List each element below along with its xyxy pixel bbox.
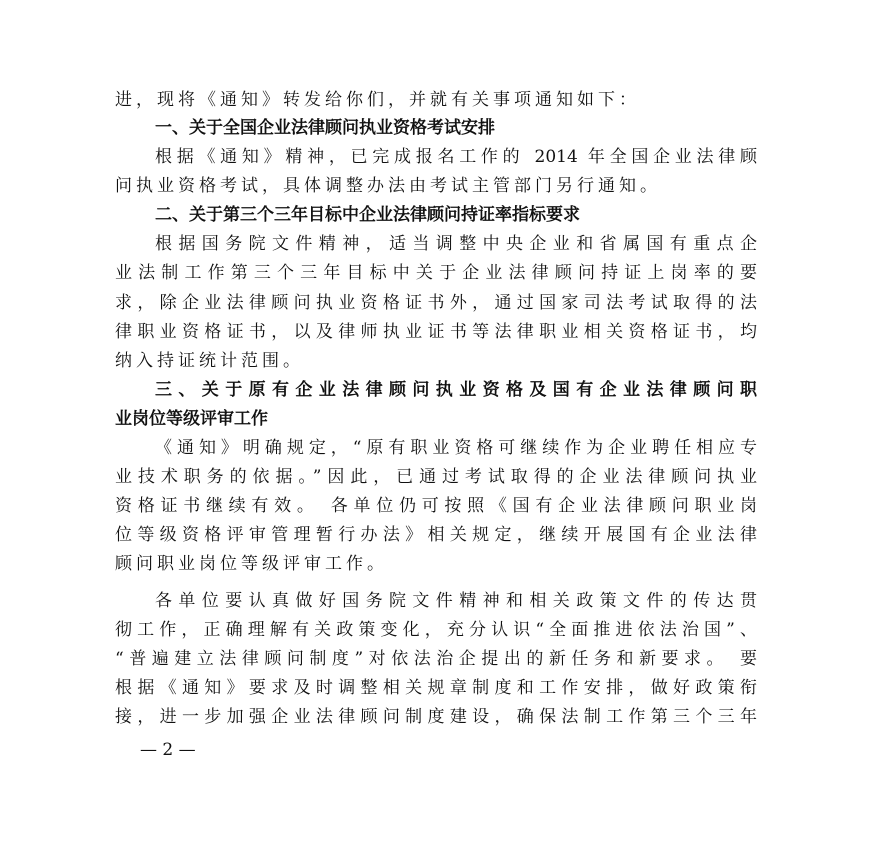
paragraph-line: 根据《通知》要求及时调整相关规章制度和工作安排，做好政策衔 <box>115 678 757 698</box>
paragraph-line: 求，除企业法律顾问执业资格证书外，通过国家司法考试取得的法 <box>115 293 757 313</box>
paragraph-line: 根据《通知》精神，已完成报名工作的 2014 年全国企业法律顾 <box>155 147 757 167</box>
paragraph-line: 顾问职业岗位等级评审工作。 <box>115 554 388 574</box>
paragraph-line: “普遍建立法律顾问制度”对依法治企提出的新任务和新要求。 要 <box>115 649 757 669</box>
paragraph-line: 业法制工作第三个三年目标中关于企业法律顾问持证上岗率的要 <box>115 263 757 283</box>
paragraph-line: 纳入持证统计范围。 <box>115 351 304 371</box>
paragraph-line: 问执业资格考试，具体调整办法由考试主管部门另行通知。 <box>115 176 661 196</box>
page-number: — 2 — <box>140 740 196 760</box>
paragraph-line: 彻工作，正确理解有关政策变化，充分认识“全面推进依法治国”、 <box>115 620 757 640</box>
section-heading-3: 三、关于原有企业法律顾问执业资格及国有企业法律顾问职 <box>155 380 757 400</box>
paragraph-line: 律职业资格证书，以及律师执业证书等法律职业相关资格证书，均 <box>115 322 757 342</box>
paragraph-line: 进，现将《通知》转发给你们，并就有关事项通知如下： <box>115 90 640 110</box>
paragraph-line: 《通知》明确规定，“原有职业资格可继续作为企业聘任相应专 <box>155 438 757 458</box>
paragraph-line: 根据国务院文件精神，适当调整中央企业和省属国有重点企 <box>155 234 757 254</box>
paragraph-line: 接，进一步加强企业法律顾问制度建设，确保法制工作第三个三年 <box>115 707 757 727</box>
paragraph-line: 位等级资格评审管理暂行办法》相关规定，继续开展国有企业法律 <box>115 525 757 545</box>
section-heading-2: 二、关于第三个三年目标中企业法律顾问持证率指标要求 <box>155 205 580 225</box>
paragraph-line: 各单位要认真做好国务院文件精神和相关政策文件的传达贯 <box>155 591 757 611</box>
section-heading-1: 一、关于全国企业法律顾问执业资格考试安排 <box>155 118 495 138</box>
paragraph-line: 业技术职务的依据。”因此，已通过考试取得的企业法律顾问执业 <box>115 467 757 487</box>
paragraph-line: 资格证书继续有效。 各单位仍可按照《国有企业法律顾问职业岗 <box>115 496 757 516</box>
section-heading-3-continued: 业岗位等级评审工作 <box>115 409 268 429</box>
